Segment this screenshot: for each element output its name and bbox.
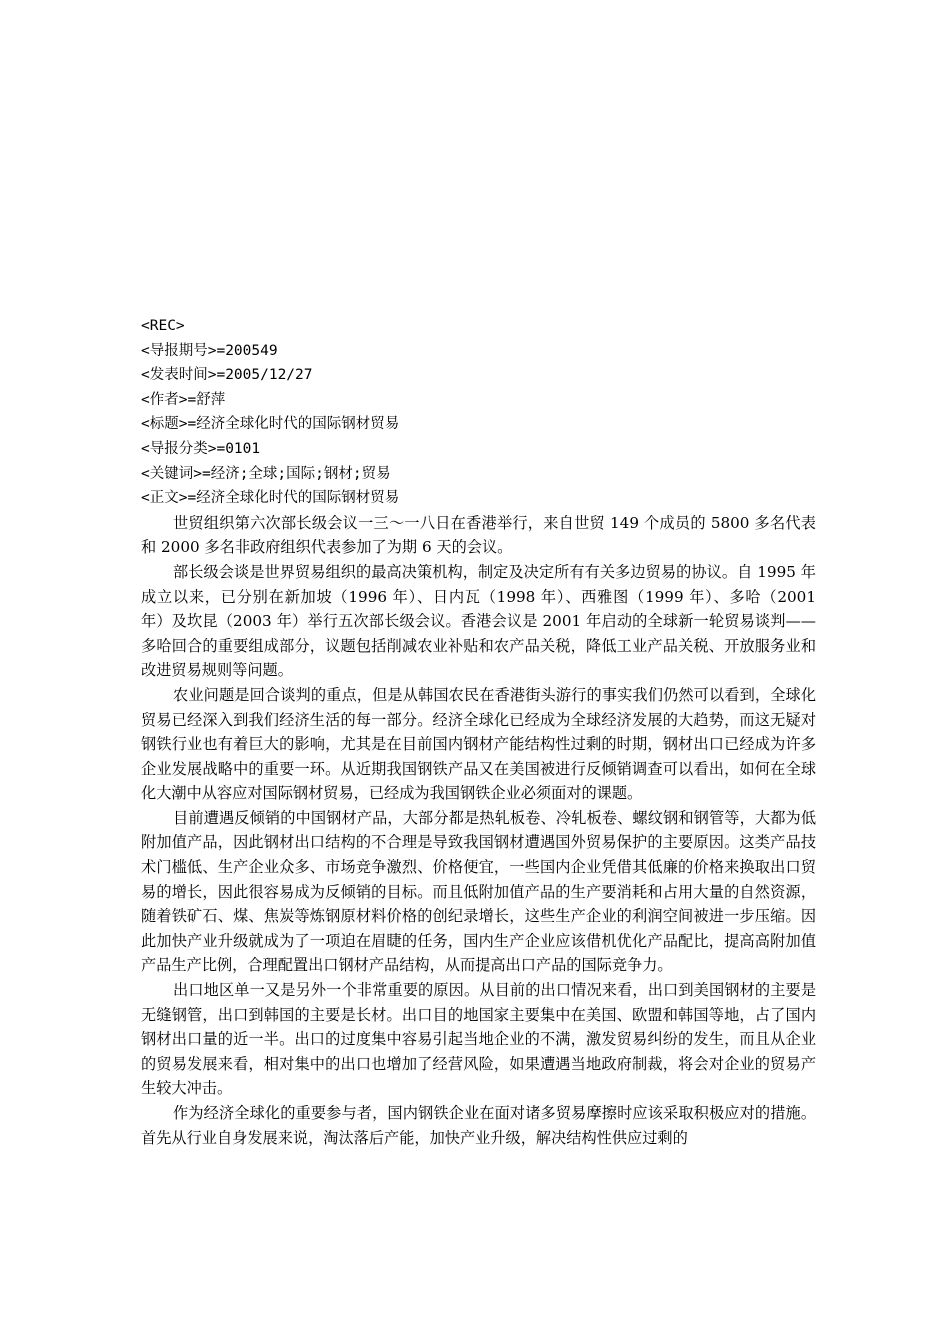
issue-number-field: <导报期号>=200549 <box>141 342 278 359</box>
author-field: <作者>=舒萍 <box>141 391 226 408</box>
record-tag: <REC> <box>141 318 185 334</box>
category-field: <导报分类>=0101 <box>141 440 261 457</box>
paragraph: 部长级会谈是世界贸易组织的最高决策机构，制定及决定所有有关多边贸易的协议。自 1995 年成立以来，已分别在新加坡（1996 年）、日内瓦（1998 年）、西雅图（1999 年）、多哈（2001 年）及坎昆（2003 年）举行五次部长级会议。香港会议是 2001 年启动的全球新一轮贸易谈判——多哈回合的重要组成部分，议题包括削减农业补贴和农产品关税，降低工业产品关税、开放服务业和改进贸易规则等问题。 <box>141 562 816 680</box>
keywords-field: <关键词>=经济;全球;国际;钢材;贸易 <box>141 465 391 482</box>
document-body <box>141 314 816 1150</box>
title-field: <标题>=经济全球化时代的国际钢材贸易 <box>141 416 400 433</box>
paragraph: 农业问题是回合谈判的重点，但是从韩国农民在香港街头游行的事实我们仍然可以看到，全球化贸易已经深入到我们经济生活的每一部分。经济全球化已经成为全球经济发展的大趋势，而这无疑对钢铁行业也有着巨大的影响，尤其是在目前国内钢材产能结构性过剩的时期，钢材出口已经成为许多企业发展战略中的重要一环。从近期我国钢铁产品又在美国被进行反倾销调查可以看出，如何在全球化大潮中从容应对国际钢材贸易，已经成为我国钢铁企业必须面对的课题。 <box>141 685 816 803</box>
paragraph: 作为经济全球化的重要参与者，国内钢铁企业在面对诸多贸易摩擦时应该采取积极应对的措施。首先从行业自身发展来说，淘汰落后产能，加快产业升级，解决结构性供应过剩的 <box>141 1104 816 1147</box>
paragraph: 目前遭遇反倾销的中国钢材产品，大部分都是热轧板卷、冷轧板卷、螺纹钢和钢管等，大都为低附加值产品，因此钢材出口结构的不合理是导致我国钢材遭遇国外贸易保护的主要原因。这类产品技术门槛低、生产企业众多、市场竞争激烈、价格便宜，一些国内企业凭借其低廉的价格来换取出口贸易的增长，因此很容易成为反倾销的目标。而且低附加值产品的生产要消耗和占用大量的自然资源，随着铁矿石、煤、焦炭等炼钢原材料价格的创纪录增长，这些生产企业的利润空间被进一步压缩。因此加快产业升级就成为了一项迫在眉睫的任务，国内生产企业应该借机优化产品配比，提高高附加值产品生产比例，合理配置出口钢材产品结构，从而提高出口产品的国际竞争力。 <box>141 808 816 975</box>
paragraph: 世贸组织第六次部长级会议一三～一八日在香港举行，来自世贸 149 个成员的 5800 多名代表和 2000 多名非政府组织代表参加了为期 6 天的会议。 <box>141 513 816 557</box>
paragraph: 出口地区单一又是另外一个非常重要的原因。从目前的出口情况来看，出口到美国钢材的主要是无缝钢管，出口到韩国的主要是长材。出口目的地国家主要集中在美国、欧盟和韩国等地，占了国内钢材出口量的近一半。出口的过度集中容易引起当地企业的不满，激发贸易纠纷的发生，而且从企业的贸易发展来看，相对集中的出口也增加了经营风险，如果遭遇当地政府制裁，将会对企业的贸易产生较大冲击。 <box>141 981 816 1098</box>
publish-date-field: <发表时间>=2005/12/27 <box>141 367 313 384</box>
body-title-field: <正文>=经济全球化时代的国际钢材贸易 <box>141 490 400 507</box>
